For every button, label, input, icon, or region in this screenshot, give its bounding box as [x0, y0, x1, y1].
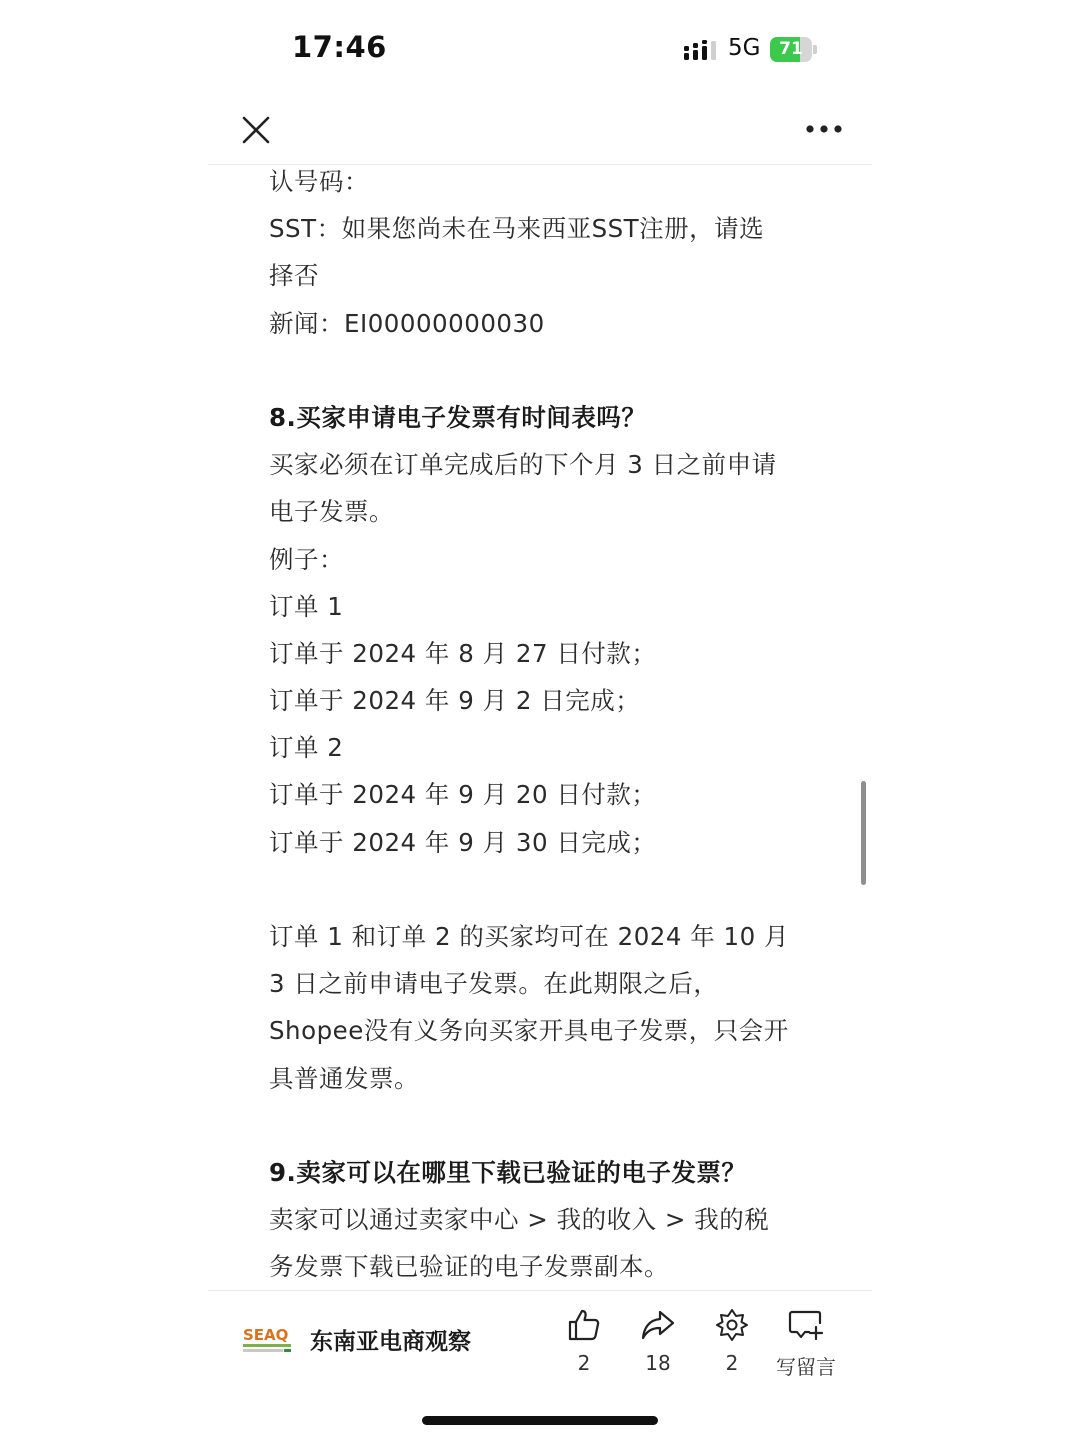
status-bar: [208, 0, 872, 100]
status-time: 17:46: [292, 30, 387, 64]
paragraph-line: 订单 2: [269, 733, 344, 763]
paragraph-line: SST：如果您尚未在马来西亚SST注册，请选: [269, 214, 765, 244]
comment-label: 写留言: [776, 1355, 836, 1379]
bottom-bar: [208, 1290, 872, 1383]
comment-button[interactable]: [770, 1307, 842, 1380]
paragraph-line: 认号码：: [269, 167, 369, 196]
share-arrow-icon: [640, 1307, 676, 1343]
battery-indicator: [770, 37, 818, 62]
flower-icon: [714, 1307, 750, 1343]
comment-icon: [787, 1307, 825, 1343]
paragraph-line: 订单于 2024 年 9 月 20 日付款；: [269, 780, 657, 810]
more-icon[interactable]: [804, 118, 844, 140]
paragraph-spacer: [269, 1102, 829, 1149]
account-logo: [242, 1323, 294, 1355]
paragraph-line: 买家必须在订单完成后的下个月 3 日之前申请: [269, 450, 777, 480]
paragraph-line: 订单于 2024 年 8 月 27 日付款；: [269, 638, 657, 668]
paragraph-spacer: [269, 347, 829, 394]
paragraph-line: 电子发票。: [269, 497, 394, 527]
like-count: 2: [577, 1351, 591, 1375]
scrollbar-thumb[interactable]: [861, 781, 866, 885]
signal-icon: [683, 39, 717, 61]
paragraph-spacer: [269, 866, 829, 913]
paragraph-line: 订单于 2024 年 9 月 30 日完成；: [269, 827, 657, 857]
like-button[interactable]: [548, 1307, 620, 1375]
article-body: [269, 158, 829, 1291]
close-icon[interactable]: [238, 112, 274, 148]
paragraph-line: 务发票下载已验证的电子发票副本。: [269, 1252, 669, 1282]
paragraph-line: Shopee没有义务向买家开具电子发票，只会开: [269, 1016, 789, 1046]
favorite-count: 2: [725, 1351, 739, 1375]
paragraph-line: 具普通发票。: [269, 1063, 419, 1093]
account-name: 东南亚电商观察: [310, 1329, 471, 1355]
section-heading: 8.买家申请电子发票有时间表吗？: [269, 402, 647, 432]
favorite-button[interactable]: [696, 1307, 768, 1375]
battery-level: 71: [779, 39, 803, 59]
paragraph-line: 3 日之前申请电子发票。在此期限之后，: [269, 969, 719, 999]
section-heading: 9.卖家可以在哪里下载已验证的电子发票？: [269, 1157, 747, 1187]
share-button[interactable]: [622, 1307, 694, 1375]
paragraph-line: 择否: [269, 261, 319, 291]
paragraph-line: 卖家可以通过卖家中心 > 我的收入 > 我的税: [269, 1205, 770, 1235]
paragraph-line: 订单 1: [269, 591, 344, 621]
paragraph-line: 例子：: [269, 544, 344, 574]
paragraph-line: 新闻：EI00000000030: [269, 308, 545, 338]
paragraph-line: 订单于 2024 年 9 月 2 日完成；: [269, 686, 641, 716]
paragraph-line: 订单 1 和订单 2 的买家均可在 2024 年 10 月: [269, 922, 790, 951]
nav-bar: [208, 100, 872, 165]
thumbs-up-icon: [566, 1307, 602, 1343]
logo-text: SEAQ: [243, 1326, 289, 1344]
network-type: 5G: [728, 35, 761, 61]
home-indicator[interactable]: [422, 1416, 658, 1425]
share-count: 18: [645, 1351, 671, 1375]
